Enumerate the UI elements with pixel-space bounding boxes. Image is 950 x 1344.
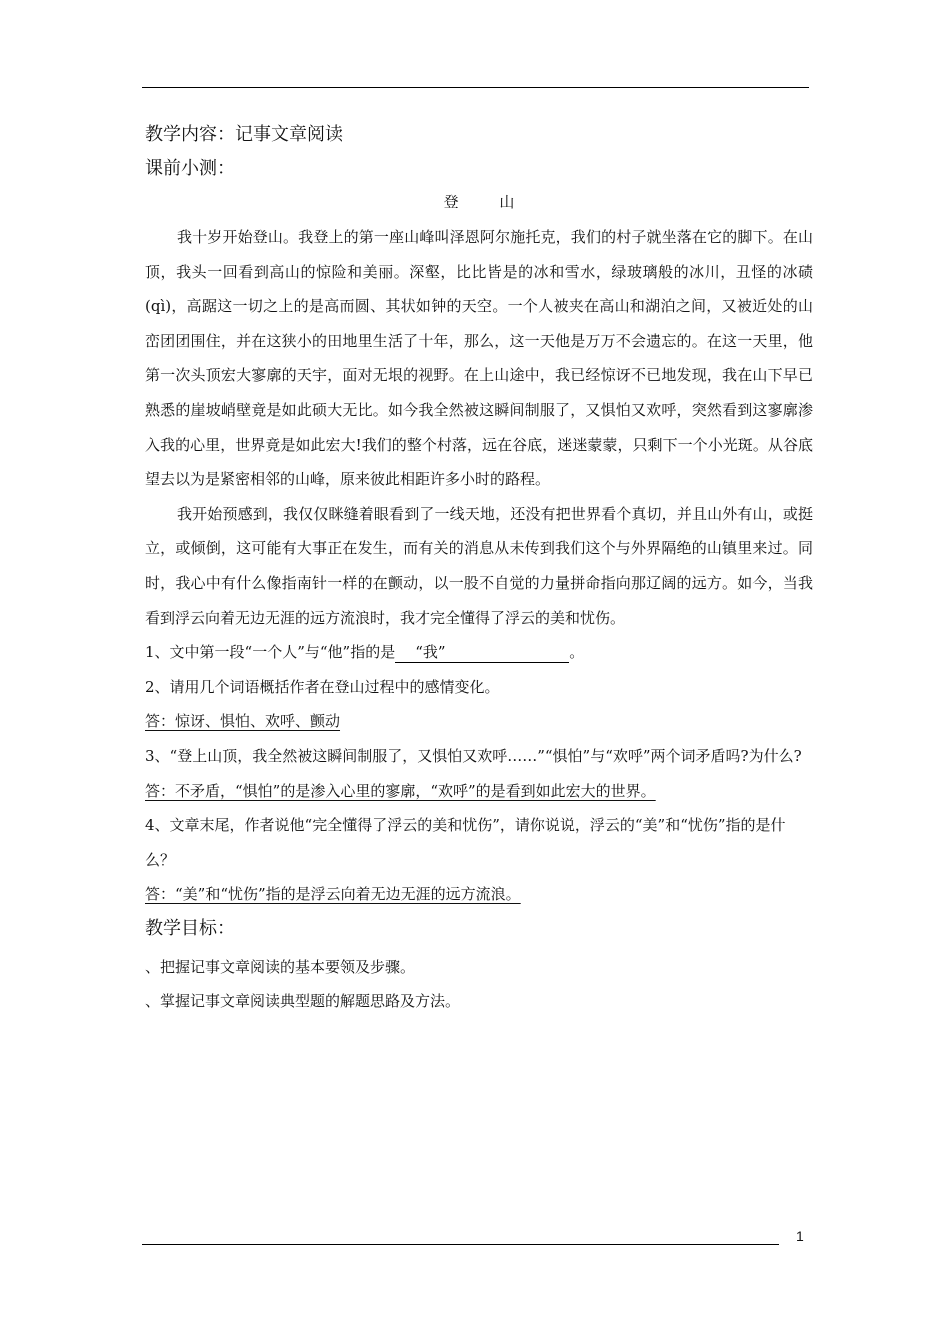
question-1-text: 1、文中第一段“一个人”与“他”指的是: [145, 643, 396, 662]
question-1-suffix: 。: [569, 643, 585, 662]
question-3: 3、“登上山顶，我全然被这瞬间制服了，又惧怕又欢呼……”“惧怕”与“欢呼”两个词矛盾吗?为什么?: [145, 746, 802, 765]
goal-item-1: 、把握记事文章阅读的基本要领及步骤。: [145, 957, 416, 976]
answer-3: 答：不矛盾，“惧怕”的是渗入心里的寥廓，“欢呼”的是看到如此宏大的世界。: [145, 781, 656, 800]
footer-rule: [142, 1244, 779, 1245]
section-heading-goals: 教学目标：: [145, 917, 235, 939]
answer-4: 答：“美”和“忧伤”指的是浮云向着无边无涯的远方流浪。: [145, 885, 521, 904]
page-number: 1: [796, 1228, 804, 1244]
question-4: 4、文章末尾，作者说他“完全懂得了浮云的美和忧伤”，请你说说，浮云的“美”和“忧伤”指的是什么？: [145, 816, 786, 869]
article-paragraph-2: 我开始预感到，我仅仅眯缝着眼看到了一线天地，还没有把世界看个真切，并且山外有山，或挺立，或倾倒，这可能有大事正在发生，而有关的消息从未传到我们这个与外界隔绝的山镇里来过。同时，我心中有什么像指南针一样的在颤动，以一股不自觉的力量拼命指向那辽阔的远方。如今，当我看到浮云向着无边无涯的远方流浪时，我才完全懂得了浮云的美和忧伤。: [145, 504, 813, 627]
question-1-answer-blank: “我”: [395, 642, 569, 663]
article-paragraph-1: 我十岁开始登山。我登上的第一座山峰叫泽恩阿尔施托克，我们的村子就坐落在它的脚下。在山顶，我头一回看到高山的惊险和美丽。深壑，比比皆是的冰和雪水，绿玻璃般的冰川，丑怪的冰碛(qì)，高踞这一切之上的是高而圆、其状如钟的天空。一个人被夹在高山和湖泊之间，又被近处的山峦团团围住，并在这狭小的田地里生活了十年，那么，这一天他是万万不会遗忘的。在这一天里，他第一次头顶宏大寥廓的天宇，面对无垠的视野。在上山途中，我已经惊讶不已地发现，我在山下早已熟悉的崖坡峭壁竟是如此硕大无比。如今我全然被这瞬间制服了，又惧怕又欢呼，突然看到这寥廓渗入我的心里，世界竟是如此宏大!我们的整个村落，远在谷底，迷迷蒙蒙，只剩下一个小光斑。从谷底望去以为是紧密相邻的山峰，原来彼此相距许多小时的路程。: [145, 228, 813, 489]
answer-2: 答：惊讶、惧怕、欢呼、颤动: [145, 712, 341, 731]
question-1: [145, 635, 813, 670]
article-title: 登 山: [443, 193, 533, 211]
section-heading-pretest: 课前小测：: [145, 158, 235, 179]
goal-item-2: 、掌握记事文章阅读典型题的解题思路及方法。: [145, 992, 461, 1011]
document-body: [145, 118, 813, 1019]
header-rule: [142, 87, 809, 88]
section-heading-teaching-content: 教学内容：记事文章阅读: [145, 124, 343, 145]
question-2: 2、请用几个词语概括作者在登山过程中的感情变化。: [145, 677, 500, 696]
